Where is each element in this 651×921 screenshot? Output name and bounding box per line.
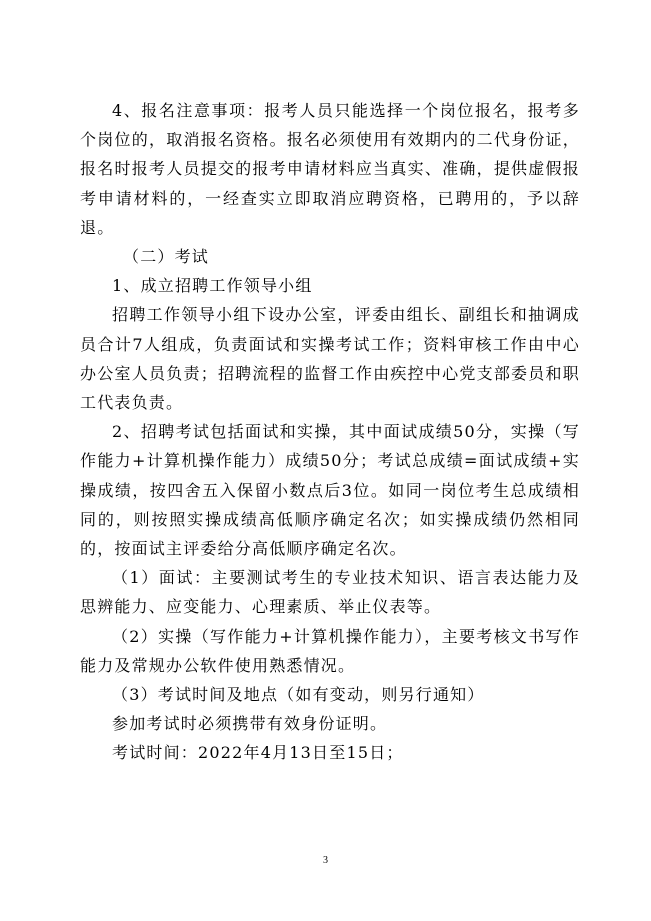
paragraph-leadership-group: 招聘工作领导小组下设办公室，评委由组长、副组长和抽调成员合计7人组成，负责面试和实操考试工作；资料审核工作由中心办公室人员负责；招聘流程的监督工作由疾控中心党支部委员和职工代表负责。 xyxy=(80,305,580,413)
paragraph-exam-scoring: 2、招聘考试包括面试和实操，其中面试成绩50分，实操（写作能力+计算机操作能力）成绩50分；考试总成绩=面试成绩+实操成绩，按四舍五入保留小数点后3位。如同一岗位考生总成绩相同的，则按照实操成绩高低顺序确定名次；如实操成绩仍然相同的，按面试主评委给分高低顺序确定名次。 xyxy=(80,422,580,559)
paragraph-interview: （1）面试：主要测试考生的专业技术知识、语言表达能力及思辨能力、应变能力、心理素质、举止仪表等。 xyxy=(80,568,580,617)
paragraph-exam-time-place: （3）考试时间及地点（如有变动，则另行通知） xyxy=(112,685,485,705)
paragraph-registration-notes: 4、报名注意事项：报考人员只能选择一个岗位报名，报考多个岗位的，取消报名资格。报名必须使用有效期内的二代身份证，报名时报考人员提交的报考申请材料应当真实、准确，提供虚假报考申请材料的，一经查实立即取消应聘资格，已聘用的，予以辞退。 xyxy=(80,101,580,237)
paragraph-id-requirement: 参加考试时必须携带有效身份证明。 xyxy=(112,714,388,734)
paragraph-exam-date: 考试时间：2022年4月13日至15日； xyxy=(112,743,404,763)
section-heading-exam: （二）考试 xyxy=(123,247,210,267)
page-number: 3 xyxy=(323,855,328,866)
document-body xyxy=(80,96,580,768)
paragraph-practical: （2）实操（写作能力+计算机操作能力），主要考核文书写作能力及常规办公软件使用熟悉情况。 xyxy=(80,626,580,675)
subheading-leadership-group: 1、成立招聘工作领导小组 xyxy=(112,276,313,296)
